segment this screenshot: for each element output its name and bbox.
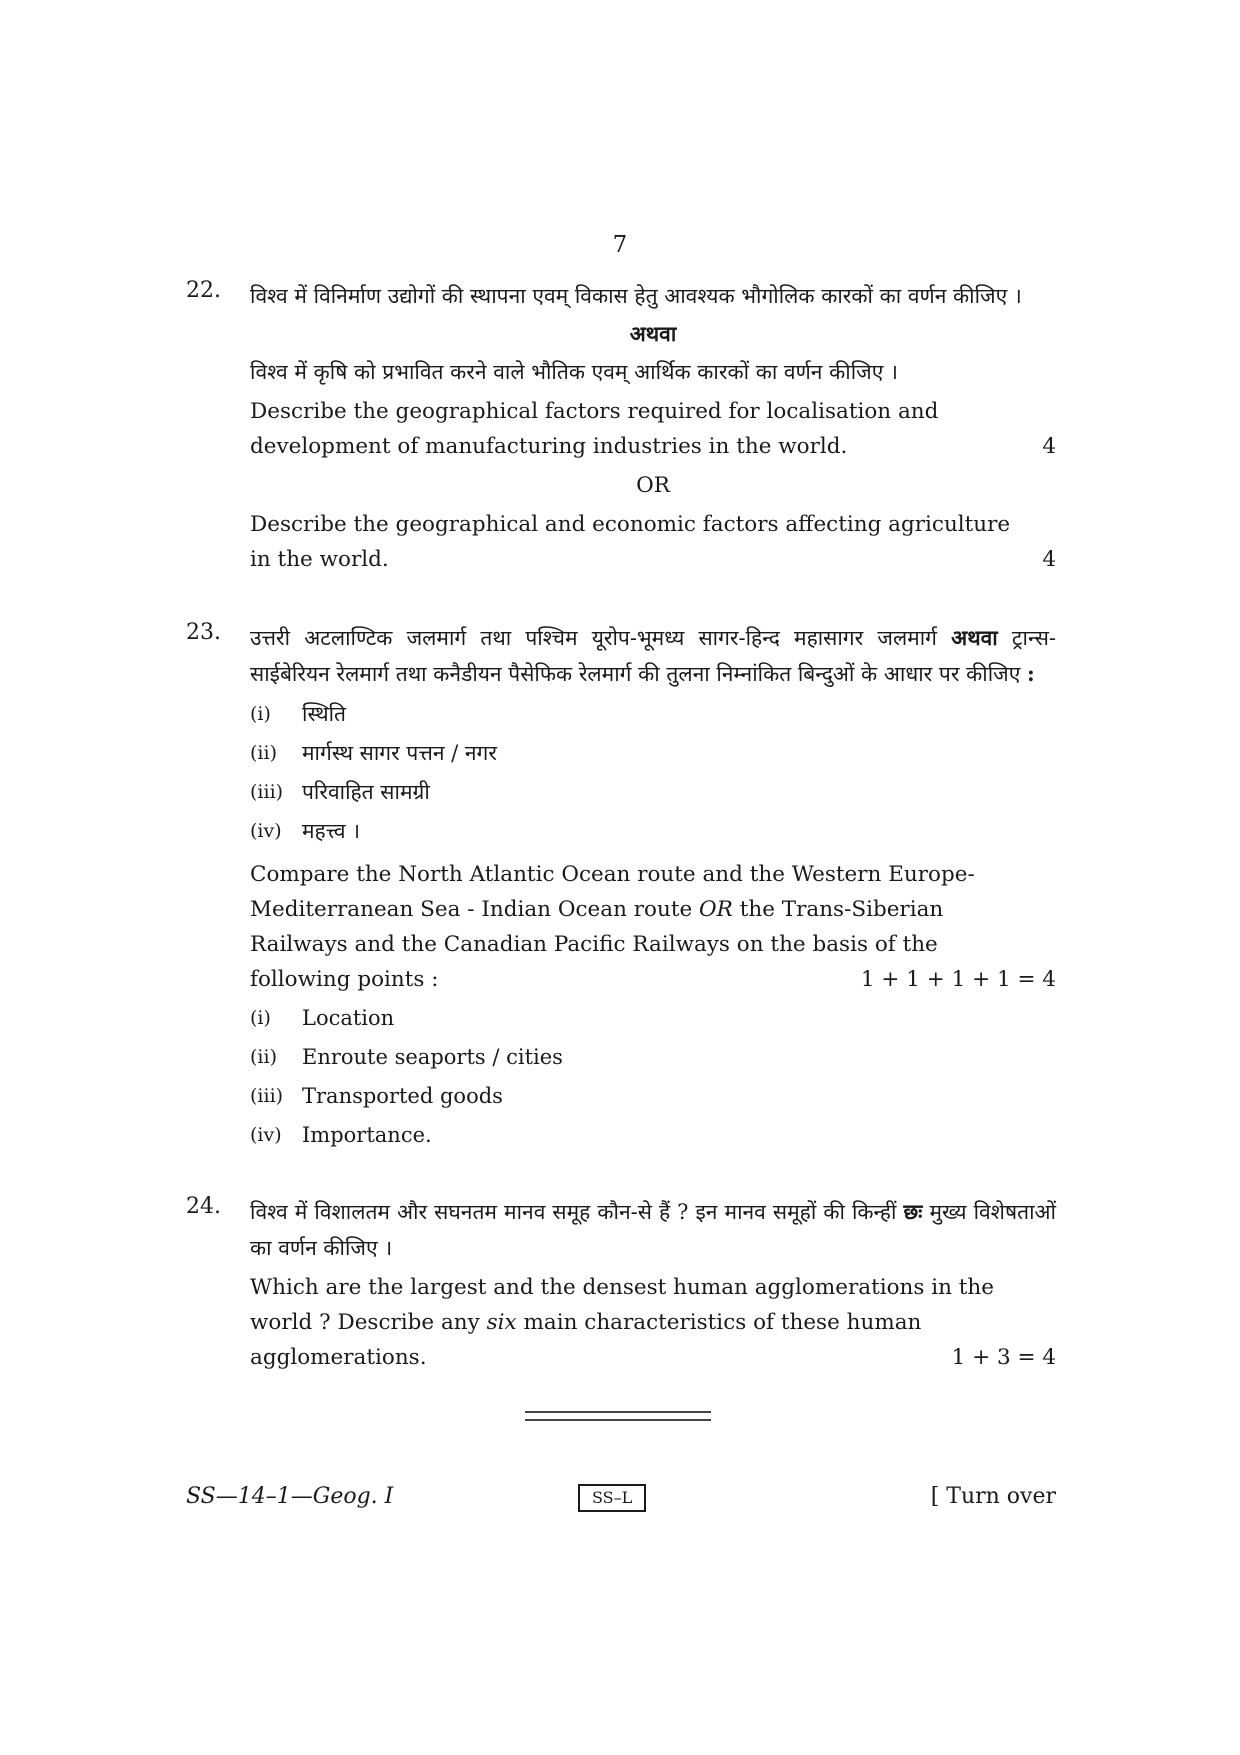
english-question-line: Railways and the Canadian Pacific Railways on the basis of the xyxy=(250,932,938,957)
end-divider xyxy=(525,1411,711,1421)
list-item: (iv) Importance. xyxy=(250,1123,432,1147)
english-or-inline: OR xyxy=(699,897,733,922)
hindi-or-inline: अथवा xyxy=(951,625,998,650)
marks: 1 + 3 = 4 xyxy=(951,1345,1056,1370)
question-body xyxy=(250,1194,1056,1375)
hindi-colon: : xyxy=(1027,661,1035,686)
hindi-question xyxy=(250,620,1056,692)
english-question-line: Mediterranean Sea - Indian Ocean route OR the Trans-Siberian xyxy=(250,897,944,922)
list-item: (ii) मार्गस्थ सागर पत्तन / नगर xyxy=(250,741,497,765)
paper-code: SS—14–1—Geog. I xyxy=(186,1484,394,1509)
question-number: 22. xyxy=(186,278,221,303)
english-question-last-line: following points : 1 + 1 + 1 + 1 = 4 xyxy=(250,962,1056,997)
list-item: (iv) महत्त्व । xyxy=(250,819,361,843)
list-item: (i) Location xyxy=(250,1006,395,1030)
english-alternative-text: in the world. xyxy=(250,547,389,572)
page-number: 7 xyxy=(612,232,628,258)
question-number: 23. xyxy=(186,620,221,645)
english-six-italic: six xyxy=(486,1310,517,1335)
english-question-last-line xyxy=(250,429,1056,464)
series-box: SS–L xyxy=(578,1484,646,1512)
question-body xyxy=(250,620,1056,1155)
english-points-list xyxy=(250,999,1056,1155)
hindi-question: विश्व में विनिर्माण उद्योगों की स्थापना एवम् विकास हेतु आवश्यक भौगोलिक कारकों का वर्णन कीजिए । xyxy=(250,284,1022,308)
hindi-bold-six: छः xyxy=(903,1199,923,1224)
english-question-text: development of manufacturing industries in the world. xyxy=(250,434,848,459)
list-item: (i) स्थिति xyxy=(250,702,347,726)
marks: 4 xyxy=(1042,547,1056,572)
list-item: (iii) Transported goods xyxy=(250,1084,503,1108)
english-alternative-last-line xyxy=(250,542,1056,577)
hindi-points-list xyxy=(250,695,1056,851)
question-body xyxy=(250,278,1056,577)
english-question-line: Which are the largest and the densest human agglomerations in the xyxy=(250,1275,995,1300)
hindi-question-part-b: ट्रान्स-साईबेरियन रेलमार्ग तथा कनैडीयन पैसेफिक रेलमार्ग की तुलना निम्नांकित बिन्दुओं के आधार पर कीजिए xyxy=(250,626,1056,686)
list-item: (ii) Enroute seaports / cities xyxy=(250,1045,563,1069)
hindi-alternative-question: विश्व में कृषि को प्रभावित करने वाले भौतिक एवम् आर्थिक कारकों का वर्णन कीजिए । xyxy=(250,360,898,384)
page-footer xyxy=(186,1484,1056,1520)
english-alternative-line: Describe the geographical and economic factors affecting agriculture xyxy=(250,512,1011,537)
hindi-question-part-a: उत्तरी अटलाण्टिक जलमार्ग तथा पश्चिम यूरोप-भूमध्य सागर-हिन्द महासागर जलमार्ग xyxy=(250,626,937,650)
marks: 4 xyxy=(1042,434,1056,459)
english-question-line: Compare the North Atlantic Ocean route and the Western Europe- xyxy=(250,862,975,887)
question-number: 24. xyxy=(186,1194,221,1219)
english-question-line: world ? Describe any six main characteristics of these human xyxy=(250,1310,922,1335)
marks: 1 + 1 + 1 + 1 = 4 xyxy=(860,967,1056,992)
english-question-last-line: agglomerations. 1 + 3 = 4 xyxy=(250,1340,1056,1375)
english-or-label: OR xyxy=(636,473,670,498)
turn-over-note: [ Turn over xyxy=(930,1484,1056,1509)
hindi-question: विश्व में विशालतम और सघनतम मानव समूह कौन-से हैं ? इन मानव समूहों की किन्हीं छः मुख्य विशेषताओं का वर्णन कीजिए । xyxy=(250,1199,1056,1260)
list-item: (iii) परिवाहित सामग्री xyxy=(250,780,430,804)
hindi-or-label: अथवा xyxy=(629,321,677,346)
english-question-line: Describe the geographical factors required for localisation and xyxy=(250,399,939,424)
